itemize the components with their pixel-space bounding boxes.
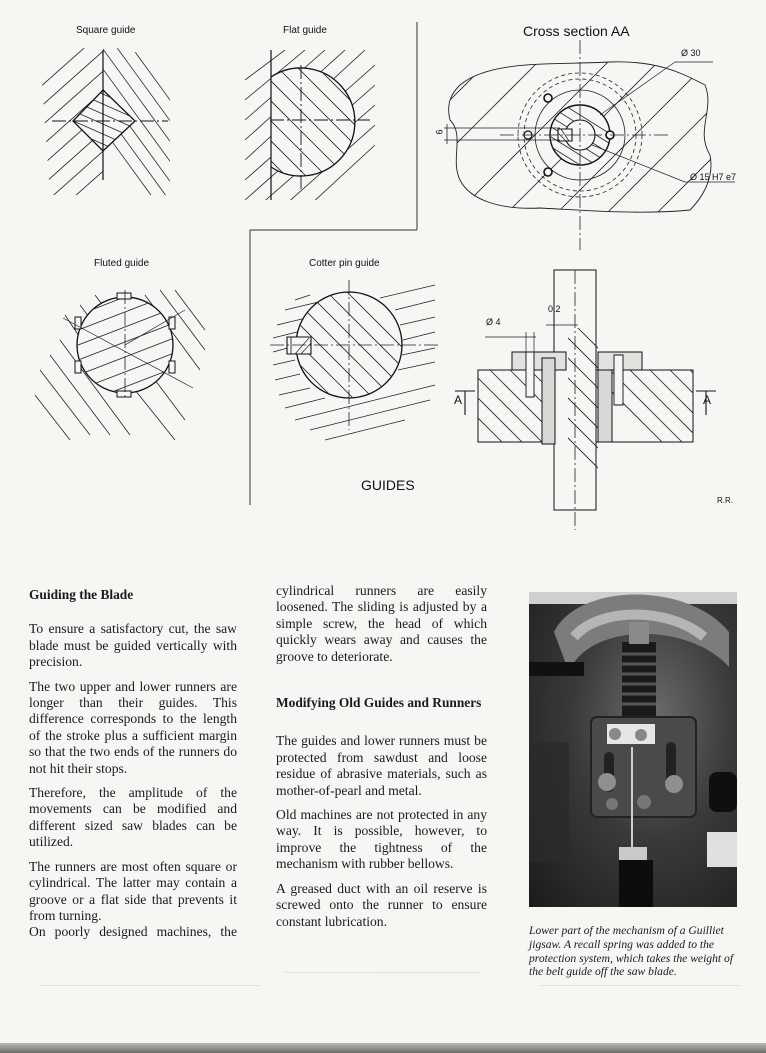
paragraph: A greased duct with an oil reserve is screwed onto the runner to ensure constant lubrication. [276,880,487,929]
figure-title: GUIDES [361,477,415,493]
article-column-1 [29,587,237,941]
fluted-guide-label: Fluted guide [94,258,150,269]
paragraph: The two upper and lower runners are longer than their guides. This difference corresponds to the length of the stroke plus a sufficient margin so that the two ends of the runners do not hit their stops. [29,678,237,776]
paragraph: The runners are most often square or cylindrical. The latter may contain a groove or a flat side that prevents it from turning. [29,858,237,923]
square-guide-drawing [40,45,180,205]
outer-diameter-dimension: Ø 30 [681,48,701,58]
cross-section-aa-drawing [430,40,730,240]
article-column-2 [276,583,487,938]
figure-credit: R.R. [717,496,733,505]
paragraph: Old machines are not protected in any way. It is possible, however, to improve the tightness of the mechanism with rubber bellows. [276,807,487,872]
section-heading-guiding-the-blade: Guiding the Blade [29,587,134,602]
paragraph-continuation: cylindrical runners are easily loosened. The sliding is adjusted by a simple screw, the head of which quickly wears away and causes the groove to deteriorate. [276,583,487,664]
jigsaw-mechanism-photo [529,592,737,907]
key-width-dimension: 6 [434,129,445,135]
section-heading-modifying-old-guides: Modifying Old Guides and Runners [276,695,482,711]
flat-guide-label: Flat guide [283,25,327,36]
flat-guide-drawing [245,45,385,205]
paragraph: The guides and lower runners must be protected from sawdust and loose residue of abrasive materials, such as mother-of-pearl and metal. [276,733,487,798]
square-guide-label: Square guide [76,25,136,36]
section-mark-left: A [454,393,463,407]
cross-section-title: Cross section AA [523,23,630,39]
bore-fit-dimension: Ø 15 H7 e7 [690,172,737,182]
page-bottom-edge [0,1043,766,1053]
paragraph: To ensure a satisfactory cut, the saw blade must be guided vertically with precision. [29,621,237,670]
fluted-guide-drawing [25,290,205,440]
cotter-pin-guide-drawing [265,280,445,450]
cotter-pin-guide-label: Cotter pin guide [309,258,380,269]
pin-diameter-dimension: Ø 4 [486,317,501,327]
paragraph: Therefore, the amplitude of the movements can be modified and different sized saw blades can be utilized. [29,785,237,850]
paragraph-start: On poorly designed machines, the [29,924,237,940]
clearance-dimension: 0,2 [548,304,561,314]
photo-caption: Lower part of the mechanism of a Guilliet jigsaw. A recall spring was added to the protection system, which takes the weight of the belt guide off the saw blade. [529,924,734,979]
section-mark-right: A [703,393,712,407]
